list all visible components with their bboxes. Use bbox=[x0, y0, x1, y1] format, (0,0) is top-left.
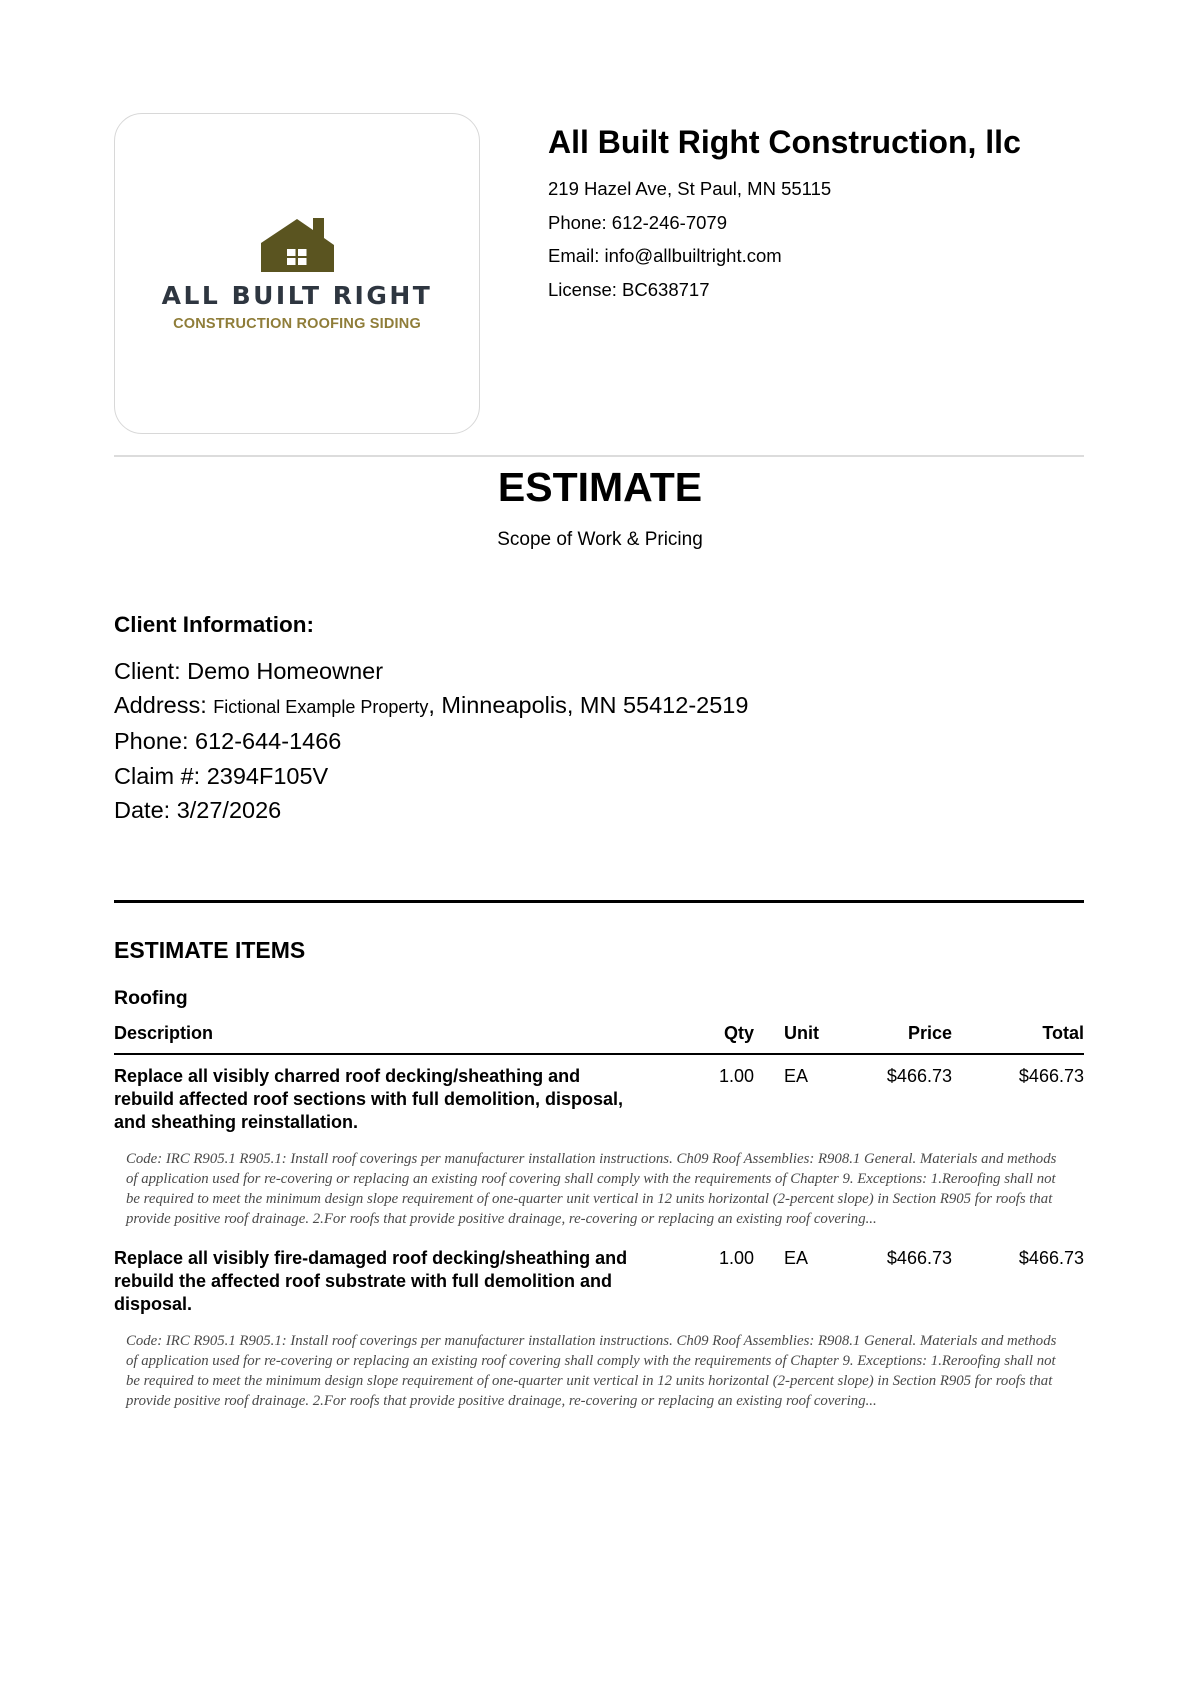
item-description: Replace all visibly fire-damaged roof decking/sheathing and rebuild the affected roof substrate with full demolition and disposal. bbox=[114, 1248, 628, 1314]
table-row bbox=[114, 1065, 1084, 1134]
item-code-note: Code: IRC R905.1 R905.1: Install roof coverings per manufacturer installation instructions. Ch09 Roof Assemblies: R908.1 General. Materials and methods of application used for re-covering or replacing an existing roof covering shall comply with the requirements of Chapter 9. Exceptions: 1.Reroofing shall not be required to meet the minimum design slope requirement of one-quarter unit vertical in 12 units horizontal (2-percent slope) in Section R905 for roofs that provide positive roof drainage. 2.For roofs that provide positive drainage, re-covering or replacing an existing roof covering... bbox=[126, 1333, 1057, 1409]
client-name: Client: Demo Homeowner bbox=[114, 658, 384, 684]
column-header-price: Price bbox=[907, 1023, 952, 1043]
company-address: 219 Hazel Ave, St Paul, MN 55115 bbox=[548, 178, 832, 199]
company-phone: Phone: 612-246-7079 bbox=[548, 211, 727, 233]
client-info-heading: Client Information: bbox=[114, 612, 314, 637]
table-header bbox=[114, 1023, 1084, 1055]
item-total: $466.73 bbox=[1018, 1066, 1084, 1086]
document-title: ESTIMATE bbox=[497, 464, 703, 510]
company-logo bbox=[114, 113, 480, 434]
section-divider bbox=[114, 900, 1084, 903]
estimate-items-heading: ESTIMATE ITEMS bbox=[114, 937, 306, 963]
column-header-qty: Qty bbox=[723, 1023, 754, 1043]
section-heading-roofing: Roofing bbox=[114, 987, 188, 1009]
company-name: All Built Right Construction, llc bbox=[548, 124, 1021, 160]
line-item bbox=[114, 1055, 1084, 1229]
table-row bbox=[114, 1247, 1084, 1316]
column-header-description: Description bbox=[114, 1023, 214, 1043]
item-qty: 1.00 bbox=[718, 1066, 754, 1086]
item-price: $466.73 bbox=[886, 1066, 952, 1086]
column-header-total: Total bbox=[1042, 1023, 1084, 1043]
item-price: $466.73 bbox=[886, 1248, 952, 1268]
house-icon bbox=[261, 217, 334, 273]
address-label: Address: bbox=[114, 692, 214, 719]
company-info bbox=[548, 122, 1021, 306]
item-unit: EA bbox=[784, 1066, 809, 1086]
column-header-unit: Unit bbox=[784, 1023, 819, 1043]
line-item bbox=[114, 1237, 1084, 1411]
client-phone: Phone: 612-644-1466 bbox=[114, 728, 342, 755]
address-city: , Minneapolis, MN 55412-2519 bbox=[428, 692, 749, 719]
item-unit: EA bbox=[784, 1248, 809, 1268]
estimate-date: Date: 3/27/2026 bbox=[114, 796, 282, 823]
client-claim: Claim #: 2394F105V bbox=[114, 762, 329, 789]
estimate-items-table bbox=[114, 1023, 1084, 1411]
document-subtitle: Scope of Work & Pricing bbox=[497, 529, 703, 550]
item-code-note: Code: IRC R905.1 R905.1: Install roof coverings per manufacturer installation instructions. Ch09 Roof Assemblies: R908.1 General. Materials and methods of application used for re-covering or replacing an existing roof covering shall comply with the requirements of Chapter 9. Exceptions: 1.Reroofing shall not be required to meet the minimum design slope requirement of one-quarter unit vertical in 12 units horizontal (2-percent slope) in Section R905 for roofs that provide positive roof drainage. 2.For roofs that provide positive drainage, re-covering or replacing an existing roof covering... bbox=[126, 1151, 1057, 1227]
header-divider bbox=[114, 455, 1084, 457]
company-license: License: BC638717 bbox=[548, 278, 710, 300]
company-email: Email: info@allbuiltright.com bbox=[548, 245, 782, 266]
client-address bbox=[114, 688, 748, 724]
address-street: Fictional Example Property bbox=[213, 697, 429, 718]
client-info bbox=[114, 654, 748, 827]
logo-wordmark: ALL BUILT RIGHT bbox=[161, 281, 433, 310]
item-description: Replace all visibly charred roof decking/sheathing and rebuild affected roof sections with full demolition, disposal, and sheathing reinstallation. bbox=[114, 1066, 624, 1132]
logo-tagline: CONSTRUCTION ROOFING SIDING bbox=[173, 316, 421, 332]
item-qty: 1.00 bbox=[718, 1248, 754, 1268]
item-total: $466.73 bbox=[1018, 1248, 1084, 1268]
